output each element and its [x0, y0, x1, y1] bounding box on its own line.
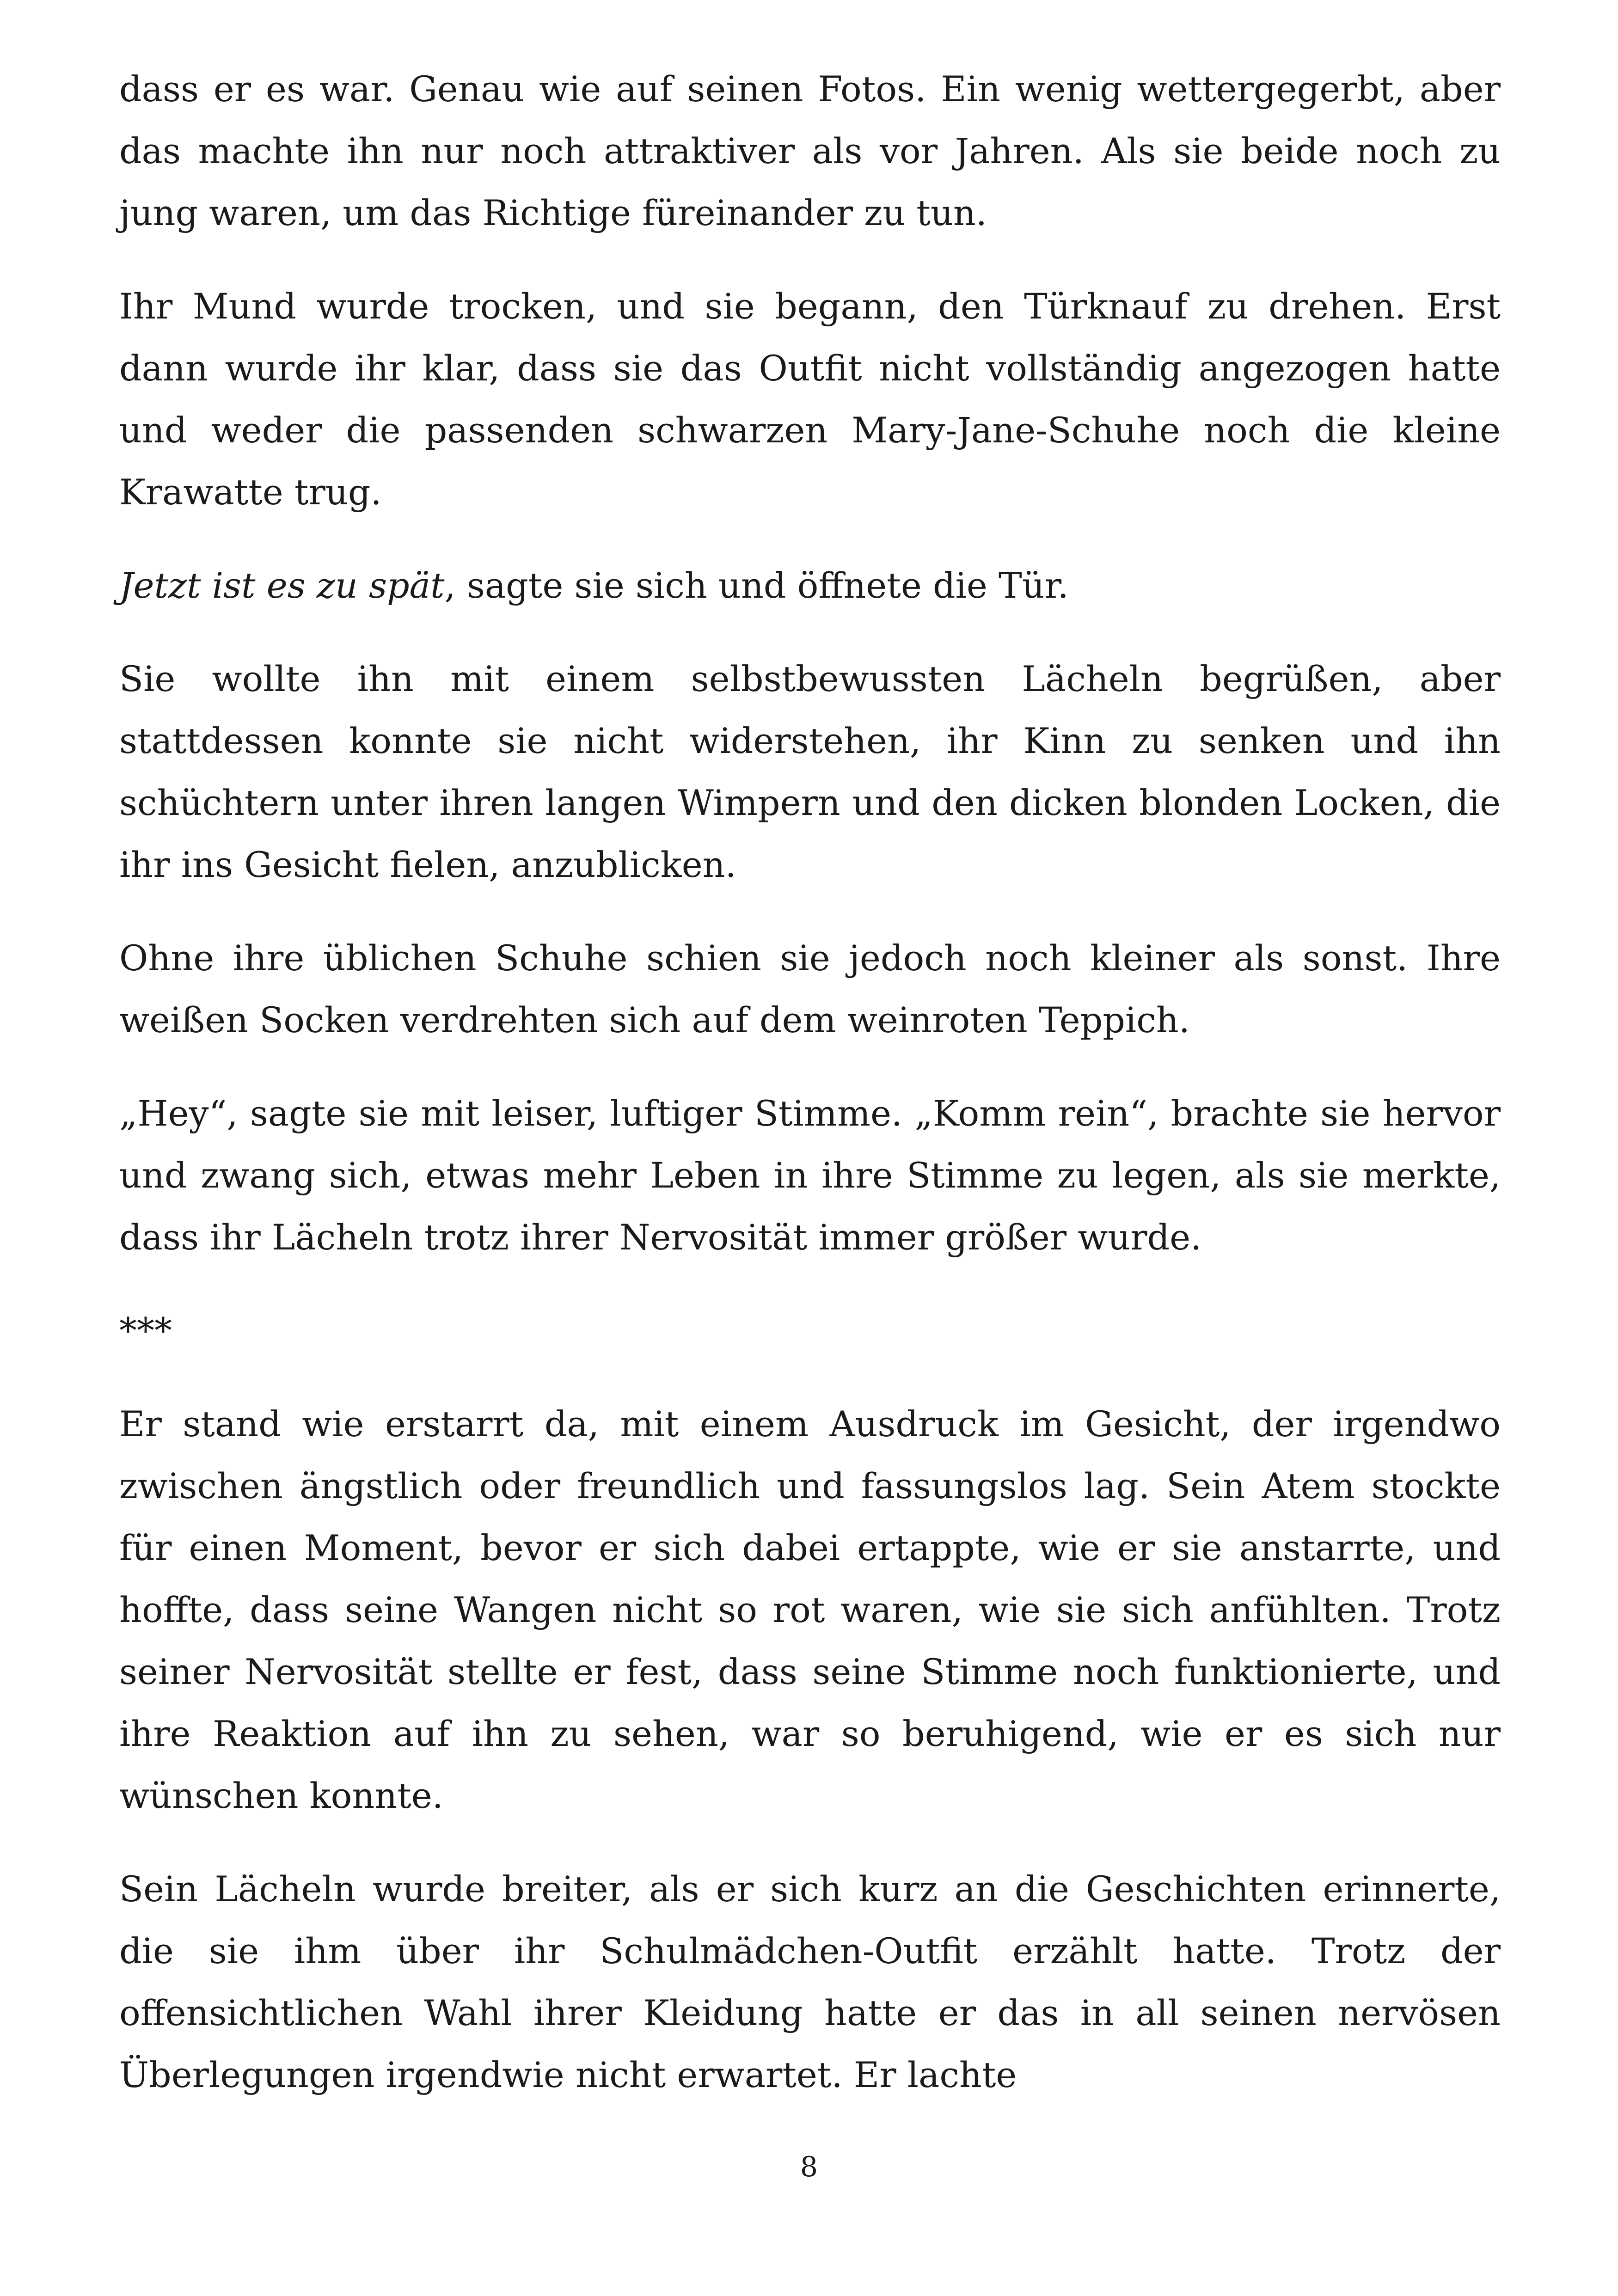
paragraph-2: Ihr Mund wurde trocken, und sie begann, den Türknauf zu drehen. Erst dann wurde ihr klar, dass sie das Outfit nicht vollständig angezogen hatte und weder die passenden schwarzen Mary-Jane-Schuhe noch die kleine Krawatte trug.: [119, 286, 1501, 513]
paragraph-7: Er stand wie erstarrt da, mit einem Ausdruck im Gesicht, der irgendwo zwischen ängstlich oder freundlich und fassungslos lag. Sein Atem stockte für einen Moment, bevor er sich dabei ertappte, wie er sie anstarrte, und hoffte, dass seine Wangen nicht so rot waren, wie sie sich anfühlten. Trotz seiner Nervosität stellte er fest, dass seine Stimme noch funktionierte, und ihre Reaktion auf ihn zu sehen, war so beruhigend, wie er es sich nur wünschen konnte.: [119, 1403, 1501, 1816]
paragraph-4: Sie wollte ihn mit einem selbstbewussten Lächeln begrüßen, aber stattdessen konnte sie nicht widerstehen, ihr Kinn zu senken und ihn schüchtern unter ihren langen Wimpern und den dicken blonden Locken, die ihr ins Gesicht fielen, anzublicken.: [119, 658, 1501, 885]
body-text: [119, 58, 1501, 2106]
paragraph-3-italic-thought: Jetzt ist es zu spät: [119, 565, 445, 606]
scene-separator: ***: [119, 1310, 172, 1351]
paragraph-5: Ohne ihre üblichen Schuhe schien sie jedoch noch kleiner als sonst. Ihre weißen Socken verdrehten sich auf dem weinroten Teppich.: [119, 937, 1501, 1041]
paragraph-1: dass er es war. Genau wie auf seinen Fotos. Ein wenig wettergegerbt, aber das machte ihn nur noch attraktiver als vor Jahren. Als sie beide noch zu jung waren, um das Richtige füreinander zu tun.: [119, 68, 1501, 233]
paragraph-6: „Hey“, sagte sie mit leiser, luftiger Stimme. „Komm rein“, brachte sie hervor und zwang sich, etwas mehr Leben in ihre Stimme zu legen, als sie merkte, dass ihr Lächeln trotz ihrer Nervosität immer größer wurde.: [119, 1093, 1501, 1258]
paragraph-3-rest: , sagte sie sich und öffnete die Tür.: [444, 565, 1069, 606]
paragraph-3: [119, 555, 1501, 617]
paragraph-8: Sein Lächeln wurde breiter, als er sich kurz an die Geschichten erinnerte, die sie ihm über ihr Schulmädchen-Outfit erzählt hatte. Trotz der offensichtlichen Wahl ihrer Kleidung hatte er das in all seinen nervösen Überlegungen irgendwie nicht erwartet. Er lachte: [119, 1868, 1501, 2095]
page-number: 8: [800, 2151, 818, 2183]
